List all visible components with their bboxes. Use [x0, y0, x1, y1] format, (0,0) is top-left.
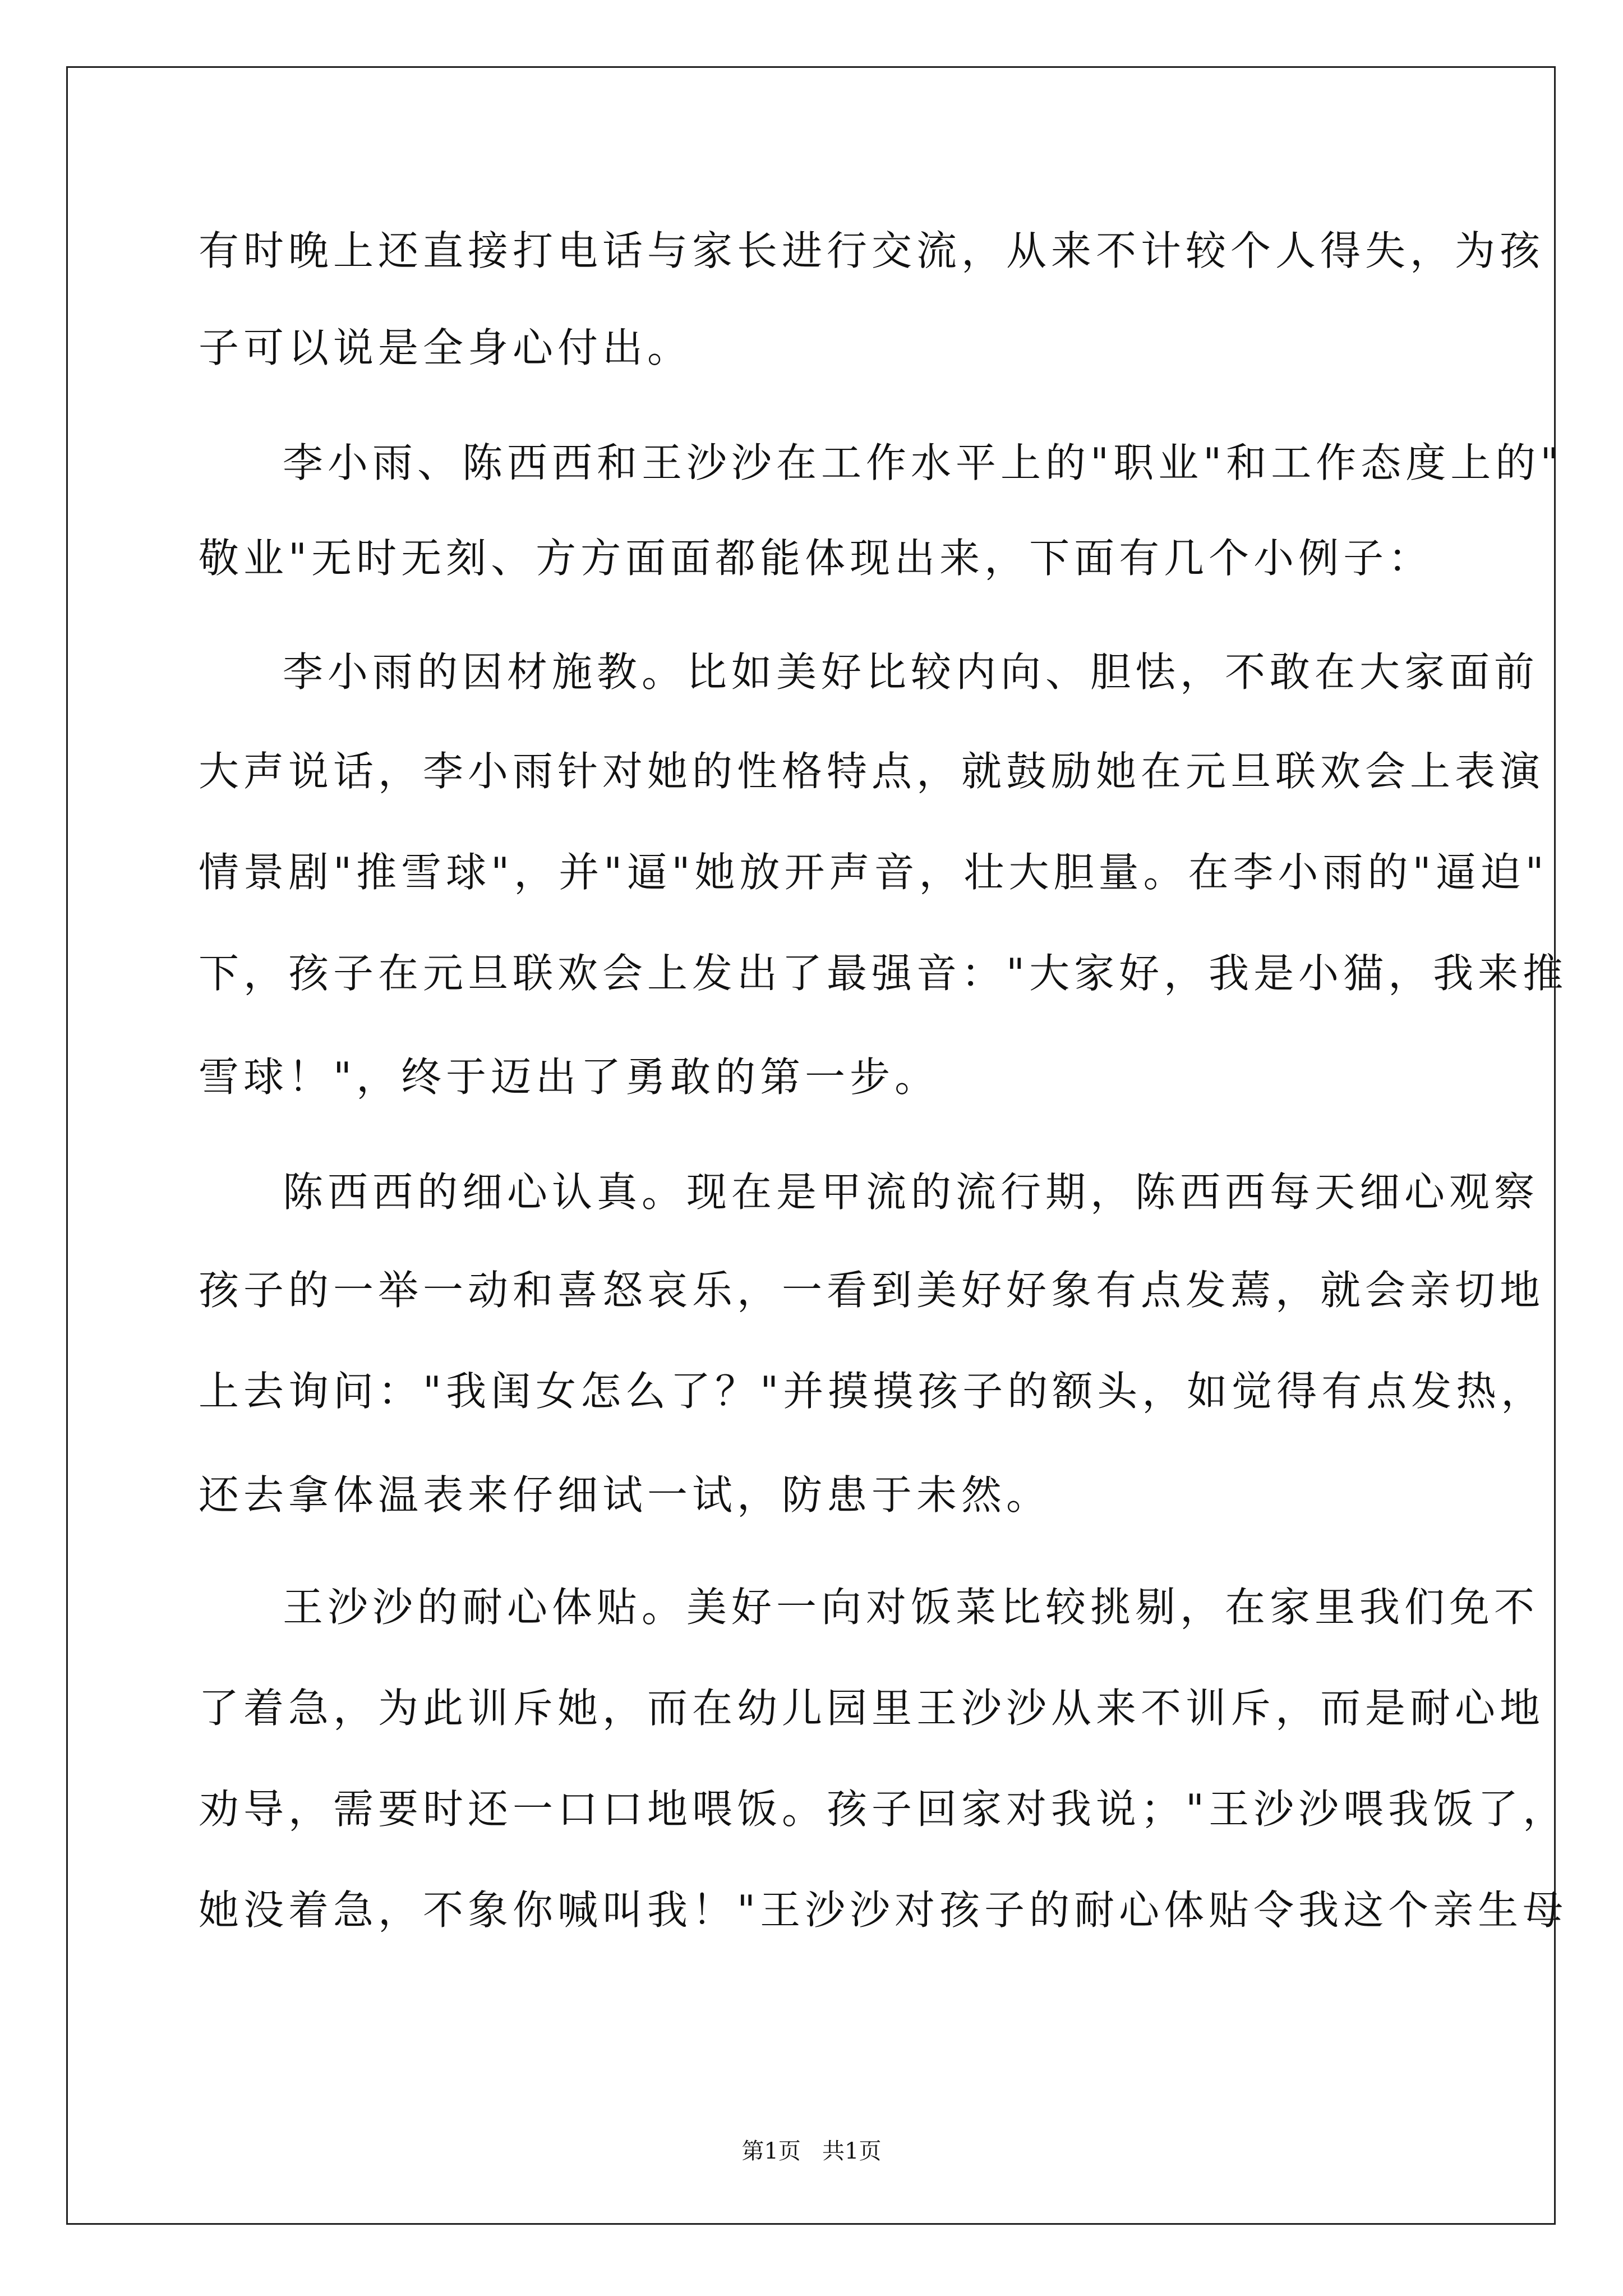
text-line: 大声说话，李小雨针对她的性格特点，就鼓励她在元旦联欢会上表演 — [199, 748, 1545, 795]
text-line: 还去拿体温表来仔细试一试，防患于未然。 — [199, 1471, 1052, 1519]
text-line: 有时晚上还直接打电话与家长进行交流，从来不计较个人得失，为孩 — [199, 227, 1545, 274]
page-number-footer: 第1页 共1页 — [741, 2138, 882, 2164]
text-line: 她没着急，不象你喊叫我！"王沙沙对孩子的耐心体贴令我这个亲生母 — [199, 1887, 1568, 1934]
paragraph-first-line: 王沙沙的耐心体贴。美好一向对饭菜比较挑剔，在家里我们免不 — [283, 1584, 1539, 1631]
text-line: 敬业"无时无刻、方方面面都能体现出来，下面有几个小例子： — [199, 535, 1433, 582]
paragraph-first-line: 李小雨、陈西西和王沙沙在工作水平上的"职业"和工作态度上的" — [283, 439, 1564, 486]
text-line: 情景剧"推雪球"，并"逼"她放开声音，壮大胆量。在李小雨的"逼迫" — [199, 849, 1548, 896]
text-line: 雪球！"，终于迈出了勇敢的第一步。 — [199, 1053, 940, 1101]
paragraph-first-line: 陈西西的细心认真。现在是甲流的流行期，陈西西每天细心观察 — [283, 1168, 1539, 1216]
text-line: 劝导，需要时还一口口地喂饭。孩子回家对我说；"王沙沙喂我饭了， — [199, 1786, 1568, 1833]
text-line: 了着急，为此训斥她，而在幼儿园里王沙沙从来不训斥，而是耐心地 — [199, 1685, 1545, 1732]
text-line: 子可以说是全身心付出。 — [199, 324, 693, 371]
text-line: 孩子的一举一动和喜怒哀乐，一看到美好好象有点发蔫，就会亲切地 — [199, 1267, 1545, 1314]
text-line: 上去询问："我闺女怎么了？"并摸摸孩子的额头，如觉得有点发热， — [199, 1368, 1546, 1415]
text-line: 下，孩子在元旦联欢会上发出了最强音："大家好，我是小猫，我来推 — [199, 950, 1568, 997]
paragraph-first-line: 李小雨的因材施教。比如美好比较内向、胆怯，不敢在大家面前 — [283, 648, 1539, 696]
